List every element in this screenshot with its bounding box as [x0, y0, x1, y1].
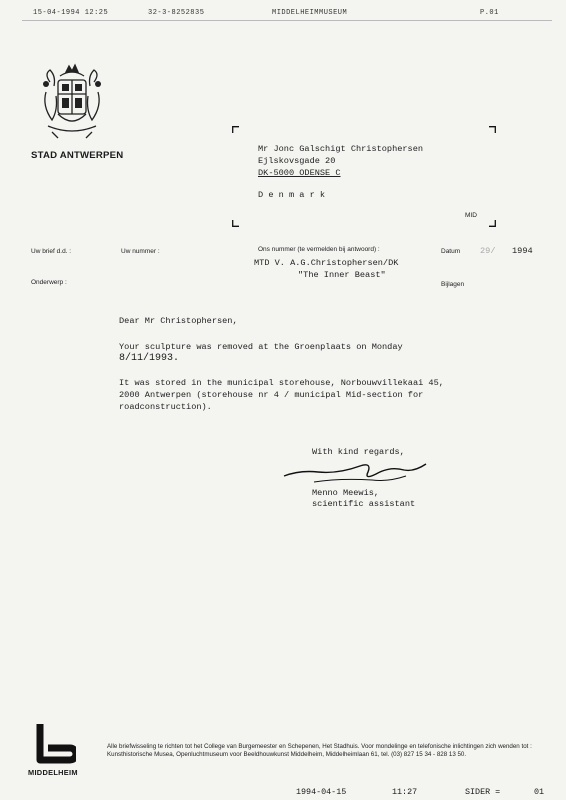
fax-header-rule — [22, 20, 552, 21]
address-line-1: Mr Jonc Galschigt Christophersen — [258, 144, 424, 154]
salutation: Dear Mr Christophersen, — [119, 316, 238, 326]
address-corner-tr — [489, 126, 496, 133]
label-subject: Onderwerp : — [31, 279, 67, 286]
fax-footer-pages-value: 01 — [534, 787, 545, 797]
our-number-value: MTD V. A.G.Christophersen/DK — [254, 258, 399, 268]
paragraph-2-line-1: It was stored in the municipal storehouse, Norbouwvillekaai 45, — [119, 378, 444, 388]
fax-sender: MIDDELHEIMMUSEUM — [272, 9, 348, 17]
label-date: Datum — [441, 248, 461, 255]
coat-of-arms-icon — [36, 62, 108, 144]
fax-datetime: 15-04-1994 12:25 — [33, 9, 109, 17]
signature-icon — [280, 452, 430, 488]
closing: With kind regards, — [312, 447, 405, 457]
paragraph-1-line-1: Your sculpture was removed at the Groenplaats on Monday — [119, 342, 403, 352]
fax-footer-pages-label: SIDER = — [465, 787, 501, 797]
address-corner-br — [489, 220, 496, 227]
label-attachments: Bijlagen — [441, 281, 465, 288]
date-value: 29/ — [480, 246, 496, 256]
fax-footer-date: 1994-04-15 — [296, 787, 347, 797]
city-name: STAD ANTWERPEN — [31, 150, 124, 161]
address-line-3: DK-5000 ODENSE C — [258, 168, 341, 178]
signer-title: scientific assistant — [312, 499, 416, 509]
label-your-letter: Uw brief d.d. : — [31, 248, 72, 255]
fax-page: P.01 — [480, 9, 499, 17]
footer-contact-text: Alle briefwisseling te richten tot het College van Burgemeester en Schepenen, Het Stadhuis. Voor mondelinge en telefonische inlichtingen zich wenden tot : Kunsthistorische Musea, Openluchtmuseum voor Beeldhouwkunst Middelheim, Middelheimlaan 61, tel. (03) 827 15 34 - 828 13 50. — [107, 743, 532, 759]
subject-value: "The Inner Beast" — [298, 270, 386, 280]
paragraph-1-line-2: 8/11/1993. — [119, 353, 180, 364]
paragraph-2-line-3: roadconstruction). — [119, 402, 212, 412]
label-your-number: Uw nummer : — [121, 248, 160, 255]
fax-footer-time: 11:27 — [392, 787, 418, 797]
label-our-number: Ons nummer (te vermelden bij antwoord) : — [258, 246, 380, 253]
middelheim-brand: MIDDELHEIM — [28, 768, 78, 777]
date-year: 1994 — [512, 246, 533, 256]
address-corner-tl — [232, 126, 239, 133]
middelheim-logo-icon — [36, 722, 76, 766]
address-line-2: Ejlskovsgade 20 — [258, 156, 336, 166]
paragraph-2-line-2: 2000 Antwerpen (storehouse nr 4 / municipal Mid-section for — [119, 390, 424, 400]
address-line-4: D e n m a r k — [258, 190, 326, 200]
signer-name: Menno Meewis, — [312, 488, 380, 498]
mid-tag: MID — [465, 212, 477, 219]
fax-number: 32-3-8252835 — [148, 9, 205, 17]
address-corner-bl — [232, 220, 239, 227]
